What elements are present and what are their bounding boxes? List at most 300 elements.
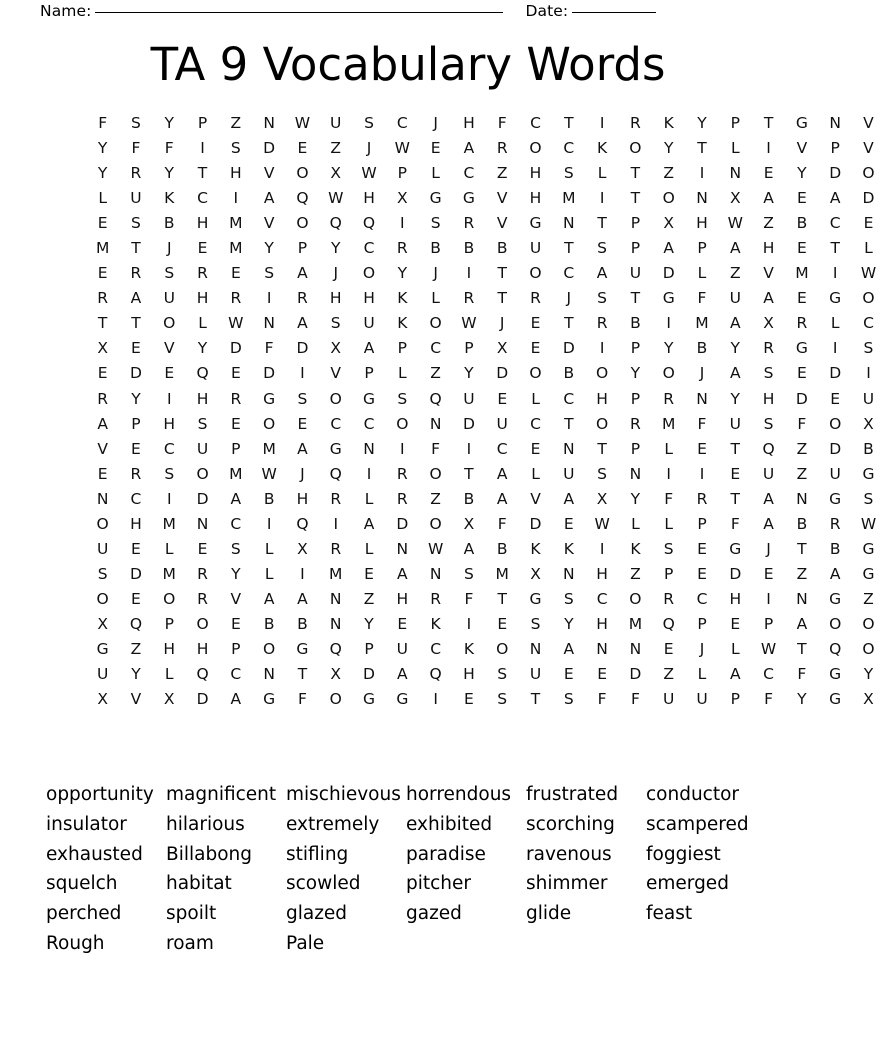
grid-letter[interactable]: Y [97, 164, 108, 183]
grid-letter[interactable]: T [564, 114, 574, 133]
grid-letter[interactable]: Y [164, 164, 174, 183]
grid-letter[interactable]: C [363, 414, 375, 433]
grid-letter[interactable]: O [629, 139, 642, 158]
grid-letter[interactable]: K [663, 114, 674, 133]
grid-letter[interactable]: I [766, 139, 771, 158]
grid-letter[interactable]: U [563, 464, 575, 483]
grid-letter[interactable]: P [231, 640, 241, 658]
grid-letter[interactable]: A [596, 264, 608, 283]
grid-letter[interactable]: G [429, 189, 442, 208]
grid-letter[interactable]: R [463, 289, 475, 308]
grid-letter[interactable]: F [597, 690, 607, 709]
grid-letter[interactable]: G [829, 489, 842, 508]
word-list-item[interactable]: glazed [286, 903, 348, 925]
grid-letter[interactable]: R [197, 564, 208, 583]
grid-letter[interactable]: H [596, 564, 608, 583]
grid-letter[interactable]: A [463, 539, 475, 558]
grid-letter[interactable]: T [730, 489, 741, 508]
grid-letter[interactable]: C [829, 214, 841, 233]
grid-letter[interactable]: B [463, 239, 475, 258]
grid-letter[interactable]: E [97, 214, 108, 233]
grid-letter[interactable]: T [697, 139, 707, 158]
grid-letter[interactable]: A [97, 414, 108, 433]
word-list-item[interactable]: stifling [286, 843, 349, 865]
grid-letter[interactable]: G [862, 464, 875, 483]
grid-letter[interactable]: B [496, 539, 508, 558]
grid-letter[interactable]: E [730, 614, 741, 633]
grid-letter[interactable]: Z [630, 564, 641, 583]
grid-letter[interactable]: X [763, 314, 774, 333]
word-list-item[interactable]: perched [46, 903, 122, 925]
grid-letter[interactable]: G [662, 289, 675, 308]
grid-letter[interactable]: Z [729, 264, 741, 283]
grid-letter[interactable]: O [862, 640, 875, 658]
grid-letter[interactable]: R [396, 239, 408, 258]
grid-letter[interactable]: O [529, 264, 542, 283]
grid-letter[interactable]: O [329, 690, 342, 709]
word-list-item[interactable]: squelch [46, 873, 118, 895]
grid-letter[interactable]: L [364, 539, 374, 558]
grid-letter[interactable]: Y [663, 139, 674, 158]
grid-letter[interactable]: E [131, 339, 141, 358]
grid-letter[interactable]: O [362, 264, 376, 283]
grid-letter[interactable]: R [230, 289, 242, 308]
grid-letter[interactable]: M [95, 239, 110, 258]
grid-letter[interactable]: L [264, 564, 274, 583]
grid-letter[interactable]: W [294, 114, 311, 133]
grid-letter[interactable]: H [163, 640, 176, 658]
grid-letter[interactable]: A [729, 364, 741, 383]
grid-letter[interactable]: L [198, 314, 207, 333]
grid-letter[interactable]: Y [364, 614, 374, 633]
grid-letter[interactable]: Z [430, 489, 441, 508]
grid-letter[interactable]: Z [430, 364, 441, 383]
grid-letter[interactable]: L [830, 314, 840, 333]
grid-letter[interactable]: P [630, 239, 641, 258]
grid-letter[interactable]: Q [662, 614, 675, 633]
grid-letter[interactable]: E [763, 564, 774, 583]
word-list-item[interactable]: Pale [286, 932, 325, 954]
grid-letter[interactable]: Q [329, 640, 342, 658]
grid-letter[interactable]: N [629, 640, 642, 658]
grid-letter[interactable]: A [763, 189, 774, 208]
grid-letter[interactable]: F [264, 339, 274, 358]
grid-letter[interactable]: U [829, 464, 841, 483]
word-list-item[interactable]: Rough [46, 932, 105, 954]
grid-letter[interactable]: X [97, 339, 108, 358]
grid-letter[interactable]: Y [797, 164, 807, 183]
word-list-item[interactable]: hilarious [166, 813, 245, 835]
grid-letter[interactable]: A [763, 489, 774, 508]
grid-letter[interactable]: T [497, 289, 507, 308]
grid-letter[interactable]: Y [630, 364, 641, 383]
grid-letter[interactable]: C [163, 439, 175, 458]
word-list-item[interactable]: roam [166, 932, 214, 954]
grid-letter[interactable]: C [530, 114, 541, 133]
grid-letter[interactable]: T [497, 589, 507, 608]
grid-letter[interactable]: H [463, 114, 475, 133]
grid-letter[interactable]: E [397, 614, 408, 633]
grid-letter[interactable]: C [563, 264, 575, 283]
grid-letter[interactable]: A [397, 665, 408, 684]
grid-letter[interactable]: K [430, 614, 441, 633]
grid-letter[interactable]: D [196, 690, 209, 709]
grid-letter[interactable]: B [796, 514, 808, 533]
grid-letter[interactable]: L [730, 139, 740, 158]
grid-letter[interactable]: E [796, 289, 807, 308]
grid-letter[interactable]: S [397, 389, 408, 408]
grid-letter[interactable]: Z [330, 139, 342, 158]
grid-letter[interactable]: X [97, 690, 108, 709]
grid-letter[interactable]: D [529, 514, 542, 533]
word-list-item[interactable]: foggiest [646, 843, 721, 865]
grid-letter[interactable]: O [263, 414, 276, 433]
grid-letter[interactable]: G [729, 539, 742, 558]
grid-letter[interactable]: J [300, 464, 305, 483]
grid-letter[interactable]: L [98, 189, 107, 208]
grid-letter[interactable]: B [297, 614, 308, 633]
grid-letter[interactable]: H [463, 665, 475, 684]
grid-letter[interactable]: J [433, 114, 438, 133]
grid-letter[interactable]: K [563, 539, 574, 558]
grid-letter[interactable]: X [596, 489, 608, 508]
grid-letter[interactable]: O [396, 414, 409, 433]
grid-letter[interactable]: R [97, 289, 109, 308]
grid-letter[interactable]: V [863, 114, 874, 133]
grid-letter[interactable]: O [329, 389, 342, 408]
grid-letter[interactable]: A [729, 314, 741, 333]
grid-letter[interactable]: B [263, 614, 275, 633]
grid-letter[interactable]: P [630, 439, 641, 458]
grid-letter[interactable]: X [663, 214, 674, 233]
grid-letter[interactable]: R [496, 139, 508, 158]
grid-letter[interactable]: A [496, 464, 508, 483]
grid-letter[interactable]: F [98, 114, 108, 133]
word-list-item[interactable]: insulator [46, 813, 127, 835]
grid-letter[interactable]: H [729, 589, 742, 608]
grid-letter[interactable]: A [796, 614, 808, 633]
grid-letter[interactable]: E [796, 189, 807, 208]
word-list-item[interactable]: exhausted [46, 843, 143, 865]
grid-letter[interactable]: O [529, 139, 542, 158]
grid-letter[interactable]: O [163, 314, 176, 333]
grid-letter[interactable]: R [396, 464, 408, 483]
grid-letter[interactable]: D [229, 339, 242, 358]
grid-letter[interactable]: V [863, 139, 874, 158]
grid-letter[interactable]: F [297, 690, 307, 709]
grid-letter[interactable]: T [797, 539, 807, 558]
grid-letter[interactable]: F [697, 289, 707, 308]
grid-letter[interactable]: L [431, 289, 440, 308]
grid-letter[interactable]: E [563, 514, 574, 533]
grid-letter[interactable]: K [630, 539, 641, 558]
grid-letter[interactable]: G [529, 214, 542, 233]
grid-letter[interactable]: I [466, 614, 472, 633]
grid-letter[interactable]: S [230, 539, 241, 558]
grid-letter[interactable]: I [666, 464, 671, 483]
grid-letter[interactable]: Q [296, 189, 309, 208]
grid-letter[interactable]: Q [829, 640, 842, 658]
grid-letter[interactable]: A [297, 314, 308, 333]
grid-letter[interactable]: R [596, 314, 608, 333]
grid-letter[interactable]: E [730, 464, 741, 483]
grid-letter[interactable]: O [163, 589, 176, 608]
grid-letter[interactable]: I [166, 489, 172, 508]
grid-letter[interactable]: O [629, 589, 642, 608]
grid-letter[interactable]: A [563, 640, 575, 658]
grid-letter[interactable]: T [297, 665, 308, 684]
grid-letter[interactable]: G [829, 690, 842, 709]
grid-letter[interactable]: J [699, 364, 705, 383]
grid-letter[interactable]: Y [697, 114, 707, 133]
grid-letter[interactable]: D [862, 189, 875, 208]
word-list-item[interactable]: glide [526, 903, 572, 925]
grid-letter[interactable]: J [699, 640, 705, 658]
grid-letter[interactable]: E [563, 665, 574, 684]
grid-letter[interactable]: S [164, 264, 175, 283]
grid-letter[interactable]: U [330, 114, 342, 133]
grid-letter[interactable]: H [196, 389, 209, 408]
grid-letter[interactable]: G [829, 589, 842, 608]
grid-letter[interactable]: X [397, 189, 408, 208]
grid-letter[interactable]: D [363, 665, 375, 684]
grid-letter[interactable]: E [697, 539, 707, 558]
grid-letter[interactable]: I [866, 364, 871, 383]
grid-letter[interactable]: N [796, 589, 808, 608]
grid-letter[interactable]: K [164, 189, 175, 208]
grid-letter[interactable]: W [727, 214, 743, 233]
grid-letter[interactable]: U [762, 464, 775, 483]
grid-letter[interactable]: T [564, 314, 574, 333]
grid-letter[interactable]: V [163, 339, 175, 358]
grid-letter[interactable]: O [196, 614, 209, 633]
grid-letter[interactable]: D [263, 364, 276, 383]
grid-letter[interactable]: P [630, 214, 641, 233]
grid-letter[interactable]: V [230, 589, 242, 608]
grid-letter[interactable]: W [860, 514, 877, 533]
grid-letter[interactable]: A [829, 189, 841, 208]
grid-letter[interactable]: J [499, 314, 505, 333]
grid-letter[interactable]: S [863, 339, 874, 358]
grid-letter[interactable]: W [361, 164, 377, 183]
grid-letter[interactable]: G [862, 564, 875, 583]
grid-letter[interactable]: F [431, 439, 441, 458]
grid-letter[interactable]: U [529, 665, 542, 684]
grid-letter[interactable]: N [429, 414, 442, 433]
grid-letter[interactable]: P [730, 114, 740, 133]
grid-letter[interactable]: S [330, 314, 341, 333]
grid-letter[interactable]: L [431, 164, 440, 183]
grid-letter[interactable]: L [264, 539, 274, 558]
grid-letter[interactable]: Y [863, 665, 874, 684]
grid-letter[interactable]: C [197, 189, 208, 208]
grid-letter[interactable]: D [129, 564, 142, 583]
grid-letter[interactable]: P [364, 640, 374, 658]
grid-letter[interactable]: H [329, 289, 342, 308]
grid-letter[interactable]: S [863, 489, 874, 508]
grid-letter[interactable]: H [696, 214, 708, 233]
grid-letter[interactable]: Y [663, 339, 674, 358]
grid-letter[interactable]: I [333, 514, 339, 533]
grid-letter[interactable]: E [763, 164, 774, 183]
grid-letter[interactable]: L [697, 665, 707, 684]
grid-letter[interactable]: E [796, 364, 807, 383]
grid-letter[interactable]: T [830, 239, 840, 258]
word-list-item[interactable]: pitcher [406, 873, 472, 895]
grid-letter[interactable]: Q [762, 439, 775, 458]
grid-letter[interactable]: H [296, 489, 309, 508]
word-list-item[interactable]: scowled [286, 873, 361, 895]
grid-letter[interactable]: G [396, 690, 409, 709]
grid-letter[interactable]: I [400, 439, 405, 458]
grid-letter[interactable]: N [263, 314, 275, 333]
grid-letter[interactable]: G [263, 389, 276, 408]
word-list-item[interactable]: magnificent [166, 784, 277, 805]
grid-letter[interactable]: E [230, 264, 241, 283]
grid-letter[interactable]: L [864, 239, 873, 258]
grid-letter[interactable]: A [563, 489, 575, 508]
grid-letter[interactable]: Q [196, 364, 209, 383]
grid-letter[interactable]: A [363, 339, 375, 358]
grid-letter[interactable]: P [830, 139, 840, 158]
grid-letter[interactable]: R [796, 314, 808, 333]
grid-letter[interactable]: T [464, 464, 474, 483]
grid-letter[interactable]: W [860, 264, 877, 283]
grid-letter[interactable]: F [697, 414, 707, 433]
grid-letter[interactable]: W [594, 514, 610, 533]
grid-letter[interactable]: T [197, 164, 208, 183]
grid-letter[interactable]: M [229, 214, 243, 233]
grid-letter[interactable]: G [363, 389, 376, 408]
grid-letter[interactable]: W [328, 189, 344, 208]
grid-letter[interactable]: O [296, 164, 309, 183]
grid-letter[interactable]: L [531, 464, 540, 483]
grid-letter[interactable]: P [697, 239, 707, 258]
grid-letter[interactable]: E [97, 264, 108, 283]
grid-letter[interactable]: V [263, 164, 275, 183]
grid-letter[interactable]: C [396, 114, 408, 133]
grid-letter[interactable]: C [496, 439, 508, 458]
grid-letter[interactable]: V [530, 489, 541, 508]
grid-letter[interactable]: S [763, 364, 774, 383]
grid-letter[interactable]: T [564, 414, 574, 433]
word-list-item[interactable]: Billabong [166, 843, 252, 865]
grid-letter[interactable]: C [430, 339, 442, 358]
grid-letter[interactable]: X [330, 339, 342, 358]
grid-letter[interactable]: I [233, 189, 239, 208]
grid-letter[interactable]: Z [863, 589, 874, 608]
grid-letter[interactable]: V [330, 364, 342, 383]
grid-letter[interactable]: Y [131, 389, 141, 408]
grid-letter[interactable]: S [497, 665, 508, 684]
grid-letter[interactable]: X [97, 614, 108, 633]
grid-letter[interactable]: W [261, 464, 277, 483]
grid-letter[interactable]: N [363, 439, 375, 458]
grid-letter[interactable]: S [264, 264, 275, 283]
grid-letter[interactable]: R [630, 114, 641, 133]
grid-letter[interactable]: Z [663, 164, 674, 183]
grid-letter[interactable]: C [230, 514, 242, 533]
grid-letter[interactable]: D [296, 339, 309, 358]
grid-letter[interactable]: H [196, 289, 209, 308]
grid-letter[interactable]: X [463, 514, 475, 533]
grid-letter[interactable]: R [130, 464, 142, 483]
grid-letter[interactable]: U [130, 189, 142, 208]
word-list-item[interactable]: mischievous [286, 784, 401, 805]
grid-letter[interactable]: H [529, 164, 542, 183]
grid-letter[interactable]: N [563, 439, 575, 458]
grid-letter[interactable]: E [297, 414, 308, 433]
grid-letter[interactable]: Y [397, 264, 408, 283]
grid-letter[interactable]: P [397, 164, 407, 183]
grid-letter[interactable]: B [163, 214, 175, 233]
grid-letter[interactable]: N [196, 514, 209, 533]
grid-letter[interactable]: H [196, 640, 209, 658]
grid-letter[interactable]: A [763, 289, 774, 308]
grid-letter[interactable]: L [664, 439, 674, 458]
grid-letter[interactable]: N [329, 589, 342, 608]
grid-letter[interactable]: C [463, 164, 475, 183]
grid-letter[interactable]: Y [264, 239, 274, 258]
grid-letter[interactable]: S [597, 464, 608, 483]
grid-letter[interactable]: J [366, 139, 372, 158]
grid-letter[interactable]: T [630, 289, 641, 308]
grid-letter[interactable]: E [131, 539, 141, 558]
grid-letter[interactable]: C [763, 665, 774, 684]
grid-letter[interactable]: Z [763, 214, 774, 233]
grid-letter[interactable]: C [230, 665, 242, 684]
grid-letter[interactable]: L [364, 489, 374, 508]
grid-letter[interactable]: G [795, 114, 808, 133]
date-write-line[interactable] [572, 12, 656, 13]
grid-letter[interactable]: L [164, 665, 174, 684]
grid-letter[interactable]: U [696, 690, 708, 709]
grid-letter[interactable]: O [596, 364, 609, 383]
grid-letter[interactable]: C [563, 139, 575, 158]
grid-letter[interactable]: L [398, 364, 407, 383]
word-list-item[interactable]: scorching [526, 813, 615, 835]
grid-letter[interactable]: Z [496, 164, 508, 183]
grid-letter[interactable]: T [530, 690, 541, 709]
grid-letter[interactable]: K [397, 314, 408, 333]
grid-letter[interactable]: R [663, 389, 675, 408]
grid-letter[interactable]: T [630, 164, 641, 183]
grid-letter[interactable]: D [662, 264, 675, 283]
grid-letter[interactable]: J [333, 264, 339, 283]
grid-letter[interactable]: G [462, 189, 475, 208]
grid-letter[interactable]: I [466, 264, 472, 283]
grid-letter[interactable]: C [596, 589, 608, 608]
grid-letter[interactable]: G [263, 690, 276, 709]
grid-letter[interactable]: T [597, 439, 607, 458]
word-list-item[interactable]: shimmer [526, 873, 608, 895]
grid-letter[interactable]: W [461, 314, 477, 333]
grid-letter[interactable]: T [763, 114, 774, 133]
grid-letter[interactable]: R [463, 214, 475, 233]
grid-letter[interactable]: Q [196, 665, 209, 684]
grid-letter[interactable]: Y [464, 364, 474, 383]
grid-letter[interactable]: K [597, 139, 608, 158]
grid-letter[interactable]: A [729, 239, 741, 258]
grid-letter[interactable]: B [430, 239, 441, 258]
grid-letter[interactable]: E [530, 314, 541, 333]
grid-letter[interactable]: G [795, 339, 808, 358]
grid-letter[interactable]: E [230, 364, 241, 383]
grid-letter[interactable]: D [462, 414, 475, 433]
grid-letter[interactable]: A [297, 589, 308, 608]
grid-letter[interactable]: F [764, 690, 774, 709]
grid-letter[interactable]: S [364, 114, 374, 133]
